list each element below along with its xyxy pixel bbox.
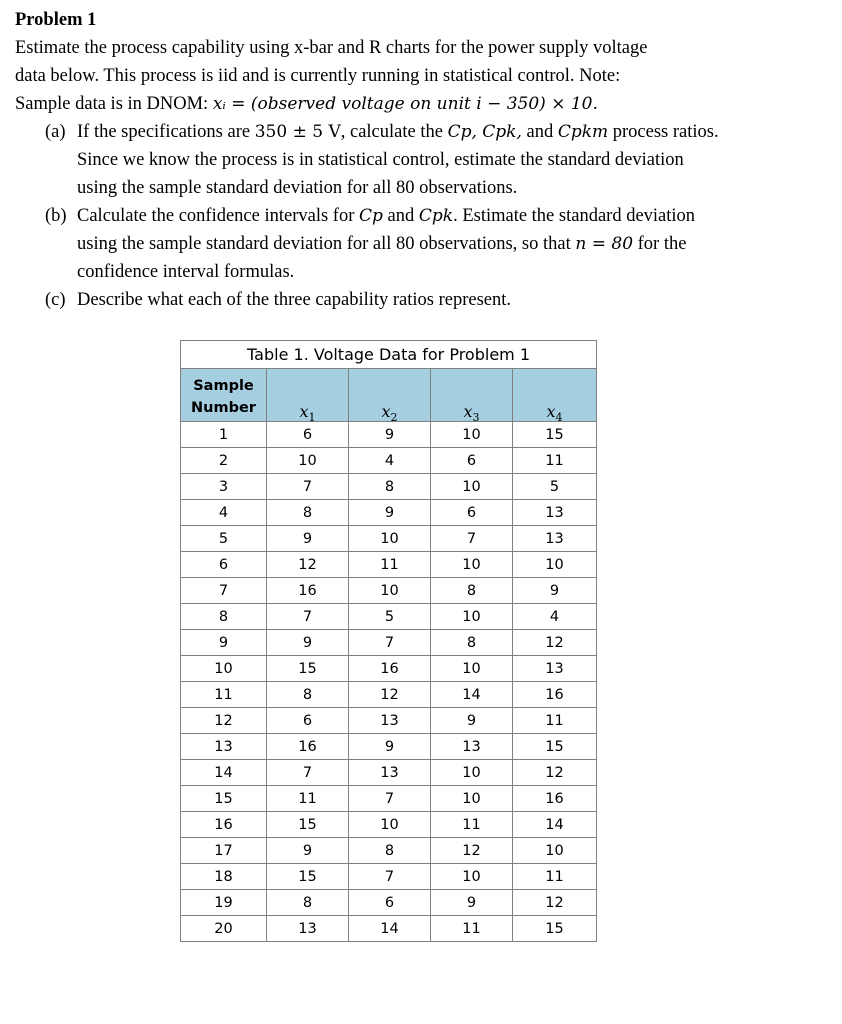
table-row xyxy=(181,526,597,552)
sample-number-cell: 7 xyxy=(181,578,267,604)
voltage-cell: 10 xyxy=(431,552,513,578)
voltage-data-table-wrapper xyxy=(180,340,596,942)
table-header-row xyxy=(181,369,597,422)
voltage-cell: 4 xyxy=(349,448,431,474)
voltage-cell: 12 xyxy=(431,838,513,864)
voltage-cell: 14 xyxy=(349,916,431,942)
table-row xyxy=(181,734,597,760)
voltage-cell: 8 xyxy=(267,890,349,916)
part-label: (c) xyxy=(45,290,66,310)
table-row xyxy=(181,578,597,604)
voltage-cell: 16 xyxy=(267,734,349,760)
voltage-cell: 13 xyxy=(513,656,597,682)
voltage-cell: 5 xyxy=(349,604,431,630)
sample-number-cell: 19 xyxy=(181,890,267,916)
voltage-cell: 13 xyxy=(513,500,597,526)
cpkm-symbol: Cpkm xyxy=(557,122,609,142)
intro-line-3-prefix: Sample data is in DNOM: xyxy=(15,94,213,114)
ratio-symbols: Cp, Cpk, xyxy=(447,122,522,142)
part-a-line-3: using the sample standard deviation for all 80 observations. xyxy=(77,178,518,198)
part-a-text: and xyxy=(521,122,558,142)
part-b-line-1 xyxy=(77,202,827,230)
dnom-formula: xᵢ = (observed voltage on unit i − 350) × 10. xyxy=(212,94,598,114)
voltage-cell: 9 xyxy=(349,734,431,760)
table-row xyxy=(181,474,597,500)
part-b-line-3: confidence interval formulas. xyxy=(77,262,295,282)
voltage-cell: 11 xyxy=(431,812,513,838)
table-row xyxy=(181,630,597,656)
problem-document xyxy=(15,6,827,314)
part-b-text: . Estimate the standard deviation xyxy=(453,206,696,226)
voltage-cell: 15 xyxy=(513,734,597,760)
part-label: (b) xyxy=(45,206,67,226)
voltage-cell: 6 xyxy=(431,448,513,474)
voltage-cell: 9 xyxy=(349,500,431,526)
sample-number-cell: 8 xyxy=(181,604,267,630)
column-variable: x xyxy=(381,402,391,421)
voltage-cell: 9 xyxy=(267,630,349,656)
table-row xyxy=(181,708,597,734)
voltage-cell: 10 xyxy=(431,864,513,890)
voltage-cell: 7 xyxy=(267,474,349,500)
part-a-text: If the specifications are xyxy=(77,122,255,142)
part-c xyxy=(15,286,827,314)
spec-limits: 350 ± 5 V xyxy=(254,122,341,142)
voltage-cell: 7 xyxy=(431,526,513,552)
sample-number-cell: 2 xyxy=(181,448,267,474)
part-c-line-1: Describe what each of the three capability ratios represent. xyxy=(77,290,512,310)
cp-symbol: Cp xyxy=(359,206,383,226)
sample-number-cell: 14 xyxy=(181,760,267,786)
part-b-text: and xyxy=(382,206,419,226)
voltage-cell: 12 xyxy=(513,890,597,916)
table-body xyxy=(181,422,597,942)
voltage-cell: 12 xyxy=(349,682,431,708)
voltage-cell: 15 xyxy=(513,916,597,942)
table-row xyxy=(181,890,597,916)
voltage-cell: 15 xyxy=(267,812,349,838)
cpk-symbol: Cpk xyxy=(418,206,454,226)
voltage-cell: 10 xyxy=(431,474,513,500)
intro-line-1: Estimate the process capability using x-bar and R charts for the power supply voltage xyxy=(15,38,648,58)
voltage-cell: 7 xyxy=(267,604,349,630)
n-formula: n = 80 xyxy=(575,234,634,254)
part-b-text: for the xyxy=(633,234,687,254)
voltage-cell: 15 xyxy=(513,422,597,448)
problem-title: Problem 1 xyxy=(15,10,97,30)
intro-line-2: data below. This process is iid and is currently running in statistical control. Note: xyxy=(15,66,621,86)
sample-number-cell: 5 xyxy=(181,526,267,552)
voltage-cell: 9 xyxy=(267,526,349,552)
sample-number-cell: 20 xyxy=(181,916,267,942)
voltage-cell: 15 xyxy=(267,656,349,682)
voltage-cell: 8 xyxy=(349,474,431,500)
header-x2 xyxy=(349,369,431,425)
voltage-cell: 10 xyxy=(431,656,513,682)
part-a-line-2: Since we know the process is in statistical control, estimate the standard deviation xyxy=(77,150,684,170)
voltage-cell: 8 xyxy=(267,500,349,526)
problem-parts-list xyxy=(15,118,827,314)
column-variable: x xyxy=(546,402,556,421)
voltage-cell: 6 xyxy=(267,708,349,734)
voltage-cell: 9 xyxy=(431,708,513,734)
table-row xyxy=(181,760,597,786)
table-row xyxy=(181,422,597,448)
voltage-cell: 7 xyxy=(349,864,431,890)
voltage-cell: 9 xyxy=(431,890,513,916)
table-row xyxy=(181,916,597,942)
voltage-cell: 7 xyxy=(349,630,431,656)
table-row xyxy=(181,500,597,526)
column-subscript: 2 xyxy=(390,411,398,425)
voltage-cell: 8 xyxy=(349,838,431,864)
voltage-cell: 16 xyxy=(349,656,431,682)
voltage-cell: 13 xyxy=(267,916,349,942)
table-row xyxy=(181,448,597,474)
voltage-cell: 10 xyxy=(431,422,513,448)
voltage-cell: 14 xyxy=(513,812,597,838)
voltage-cell: 10 xyxy=(513,838,597,864)
column-subscript: 1 xyxy=(308,411,316,425)
voltage-cell: 16 xyxy=(267,578,349,604)
table-row xyxy=(181,812,597,838)
part-a-text: , calculate the xyxy=(340,122,448,142)
voltage-cell: 12 xyxy=(513,630,597,656)
voltage-cell: 14 xyxy=(431,682,513,708)
problem-intro xyxy=(15,34,827,118)
sample-number-cell: 13 xyxy=(181,734,267,760)
voltage-data-table xyxy=(180,340,597,942)
voltage-cell: 4 xyxy=(513,604,597,630)
voltage-cell: 8 xyxy=(431,630,513,656)
voltage-cell: 7 xyxy=(349,786,431,812)
table-caption: Table 1. Voltage Data for Problem 1 xyxy=(181,341,597,369)
table-row xyxy=(181,786,597,812)
table-row xyxy=(181,552,597,578)
table-row xyxy=(181,604,597,630)
voltage-cell: 9 xyxy=(267,838,349,864)
part-b-line-2 xyxy=(77,230,827,258)
voltage-cell: 6 xyxy=(349,890,431,916)
voltage-cell: 11 xyxy=(431,916,513,942)
voltage-cell: 5 xyxy=(513,474,597,500)
voltage-cell: 6 xyxy=(431,500,513,526)
header-sample-line-2: Number xyxy=(191,400,256,416)
voltage-cell: 9 xyxy=(349,422,431,448)
voltage-cell: 13 xyxy=(513,526,597,552)
sample-number-cell: 12 xyxy=(181,708,267,734)
part-a-text: process ratios. xyxy=(608,122,719,142)
sample-number-cell: 15 xyxy=(181,786,267,812)
sample-number-cell: 17 xyxy=(181,838,267,864)
column-variable: x xyxy=(463,402,473,421)
sample-number-cell: 10 xyxy=(181,656,267,682)
part-b-text: using the sample standard deviation for all 80 observations, so that xyxy=(77,234,576,254)
sample-number-cell: 3 xyxy=(181,474,267,500)
voltage-cell: 10 xyxy=(267,448,349,474)
header-sample-line-1: Sample xyxy=(193,378,254,394)
header-x4 xyxy=(513,369,597,425)
voltage-cell: 10 xyxy=(349,526,431,552)
sample-number-cell: 4 xyxy=(181,500,267,526)
voltage-cell: 13 xyxy=(349,708,431,734)
voltage-cell: 13 xyxy=(431,734,513,760)
column-variable: x xyxy=(299,402,309,421)
voltage-cell: 11 xyxy=(513,708,597,734)
part-a xyxy=(15,118,827,202)
voltage-cell: 15 xyxy=(267,864,349,890)
voltage-cell: 12 xyxy=(267,552,349,578)
header-sample-number xyxy=(181,369,267,422)
header-x3 xyxy=(431,369,513,425)
voltage-cell: 10 xyxy=(349,812,431,838)
voltage-cell: 10 xyxy=(431,604,513,630)
column-subscript: 4 xyxy=(555,411,563,425)
voltage-cell: 9 xyxy=(513,578,597,604)
voltage-cell: 16 xyxy=(513,682,597,708)
voltage-cell: 10 xyxy=(349,578,431,604)
table-row xyxy=(181,656,597,682)
voltage-cell: 10 xyxy=(513,552,597,578)
sample-number-cell: 11 xyxy=(181,682,267,708)
voltage-cell: 13 xyxy=(349,760,431,786)
part-b xyxy=(15,202,827,286)
voltage-cell: 11 xyxy=(349,552,431,578)
sample-number-cell: 6 xyxy=(181,552,267,578)
part-b-text: Calculate the confidence intervals for xyxy=(77,206,359,226)
voltage-cell: 11 xyxy=(513,864,597,890)
voltage-cell: 10 xyxy=(431,760,513,786)
column-subscript: 3 xyxy=(472,411,480,425)
voltage-cell: 11 xyxy=(267,786,349,812)
table-caption-row xyxy=(181,341,597,369)
table-row xyxy=(181,682,597,708)
intro-line-3 xyxy=(15,90,827,118)
part-a-line-1 xyxy=(77,118,827,146)
voltage-cell: 8 xyxy=(267,682,349,708)
voltage-cell: 8 xyxy=(431,578,513,604)
voltage-cell: 11 xyxy=(513,448,597,474)
voltage-cell: 6 xyxy=(267,422,349,448)
part-label: (a) xyxy=(45,122,66,142)
sample-number-cell: 1 xyxy=(181,422,267,448)
header-x1 xyxy=(267,369,349,425)
voltage-cell: 7 xyxy=(267,760,349,786)
table-row xyxy=(181,864,597,890)
voltage-cell: 12 xyxy=(513,760,597,786)
voltage-cell: 16 xyxy=(513,786,597,812)
voltage-cell: 10 xyxy=(431,786,513,812)
sample-number-cell: 18 xyxy=(181,864,267,890)
sample-number-cell: 9 xyxy=(181,630,267,656)
sample-number-cell: 16 xyxy=(181,812,267,838)
table-row xyxy=(181,838,597,864)
